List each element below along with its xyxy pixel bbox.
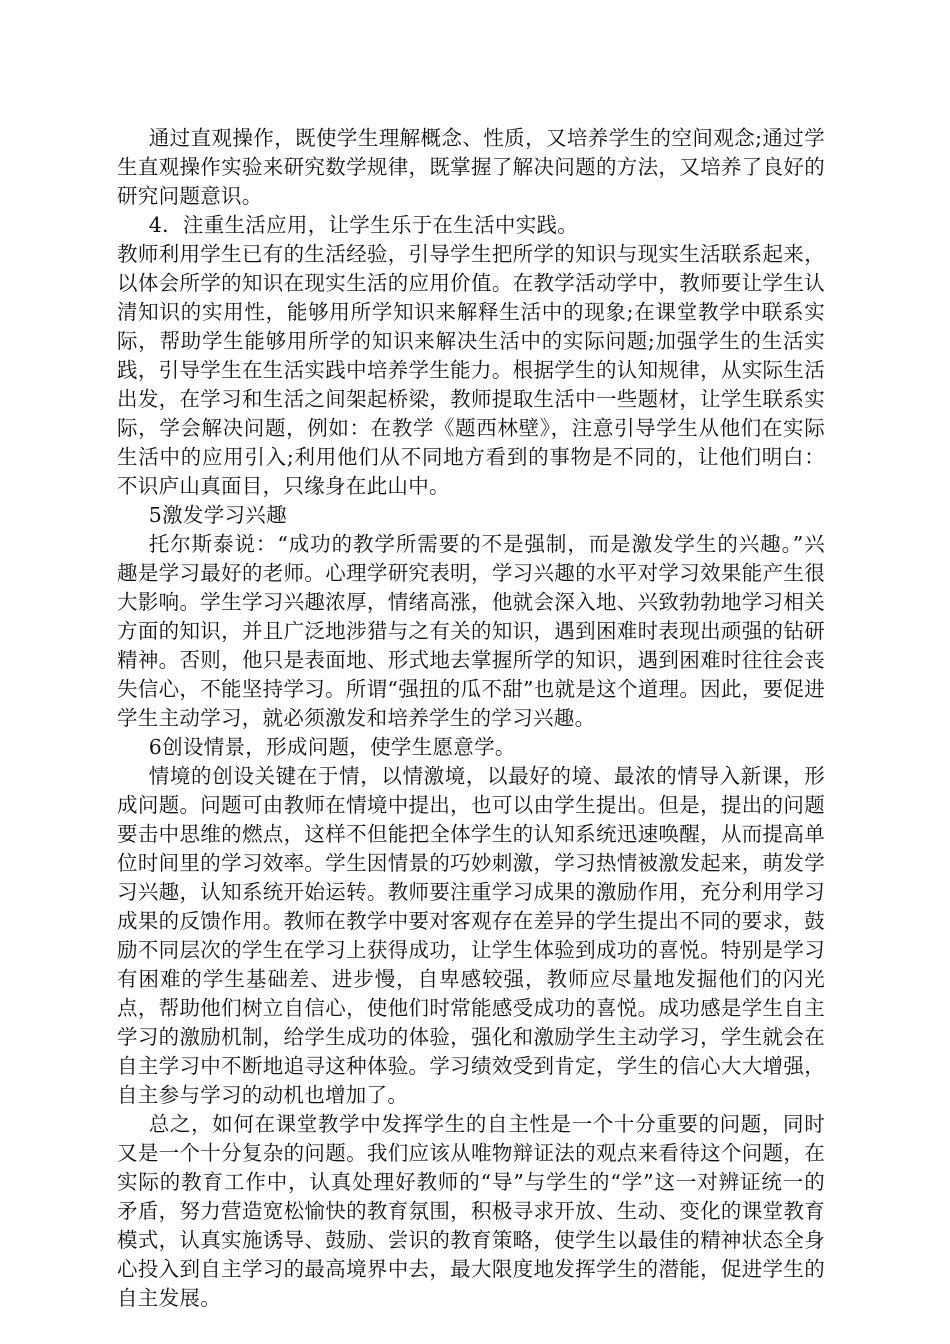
document-body <box>117 124 825 1313</box>
paragraph-spatial-concept: 通过直观操作，既使学生理解概念、性质，又培养学生的空间观念;通过学生直观操作实验来研究数学规律，既掌握了解决问题的方法，又培养了良好的研究问题意识。 <box>117 126 825 208</box>
paragraph-stimulate-interest: 托尔斯泰说：“成功的教学所需要的不是强制，而是激发学生的兴趣。”兴趣是学习最好的老师。心理学研究表明，学习兴趣的水平对学习效果能产生很大影响。学生学习兴趣浓厚，情绪高涨，他就会深入地、兴致勃勃地学习相关方面的知识，并且广泛地涉猎与之有关的知识，遇到困难时表现出顽强的钻研精神。否则，他只是表面地、形式地去掌握所学的知识，遇到困难时往往会丧失信心，不能坚持学习。所谓“强扭的瓜不甜”也就是这个道理。因此，要促进学生主动学习，就必须激发和培养学生的学习兴趣。 <box>117 532 825 730</box>
heading-life-application: 4．注重生活应用，让学生乐于在生活中实践。 <box>148 213 579 237</box>
heading-create-scenario: 6创设情景，形成问题，使学生愿意学。 <box>148 735 516 759</box>
heading-stimulate-interest: 5激发学习兴趣 <box>148 503 287 527</box>
paragraph-life-application: 教师利用学生已有的生活经验，引导学生把所学的知识与现实生活联系起来，以体会所学的知识在现实生活的应用价值。在教学活动学中，教师要让学生认清知识的实用性，能够用所学知识来解释生活中的现象;在课堂教学中联系实际，帮助学生能够用所学的知识来解决生活中的实际问题;加强学生的生活实践，引导学生在生活实践中培养学生能力。根据学生的认知规律，从实际生活出发，在学习和生活之间架起桥梁，教师提取生活中一些题材，让学生联系实际，学会解决问题，例如：在教学《题西林壁》，注意引导学生从他们在实际生活中的应用引入;利用他们从不同地方看到的事物是不同的，让他们明白：不识庐山真面目，只缘身在此山中。 <box>117 242 825 498</box>
paragraph-conclusion: 总之，如何在课堂教学中发挥学生的自主性是一个十分重要的问题，同时又是一个十分复杂的问题。我们应该从唯物辩证法的观点来看待这个问题，在实际的教育工作中，认真处理好教师的“导”与学生的“学”这一对辨证统一的矛盾，努力营造宽松愉快的教育氛围，积极寻求开放、生动、变化的课堂教育模式，认真实施诱导、鼓励、尝识的教育策略，使学生以最佳的精神状态全身心投入到自主学习的最高境界中去，最大限度地发挥学生的潜能，促进学生的自主发展。 <box>117 1112 825 1310</box>
paragraph-create-scenario: 情境的创设关键在于情，以情激境，以最好的境、最浓的情导入新课，形成问题。问题可由教师在情境中提出，也可以由学生提出。但是，提出的问题要击中思维的燃点，这样不但能把全体学生的认知系统迅速唤醒，从而提高单位时间里的学习效率。学生因情景的巧妙刺激，学习热情被激发起来，萌发学习兴趣，认知系统开始运转。教师要注重学习成果的激励作用，充分利用学习成果的反馈作用。教师在教学中要对客观存在差异的学生提出不同的要求，鼓励不同层次的学生在学习上获得成功，让学生体验到成功的喜悦。特别是学习有困难的学生基础差、进步慢，自卑感较强，教师应尽量地发掘他们的闪光点，帮助他们树立自信心，使他们时常能感受成功的喜悦。成功感是学生自主学习的激励机制，给学生成功的体验，强化和激励学生主动学习，学生就会在自主学习中不断地追寻这种体验。学习绩效受到肯定，学生的信心大大增强，自主参与学习的动机也增加了。 <box>117 764 825 1107</box>
